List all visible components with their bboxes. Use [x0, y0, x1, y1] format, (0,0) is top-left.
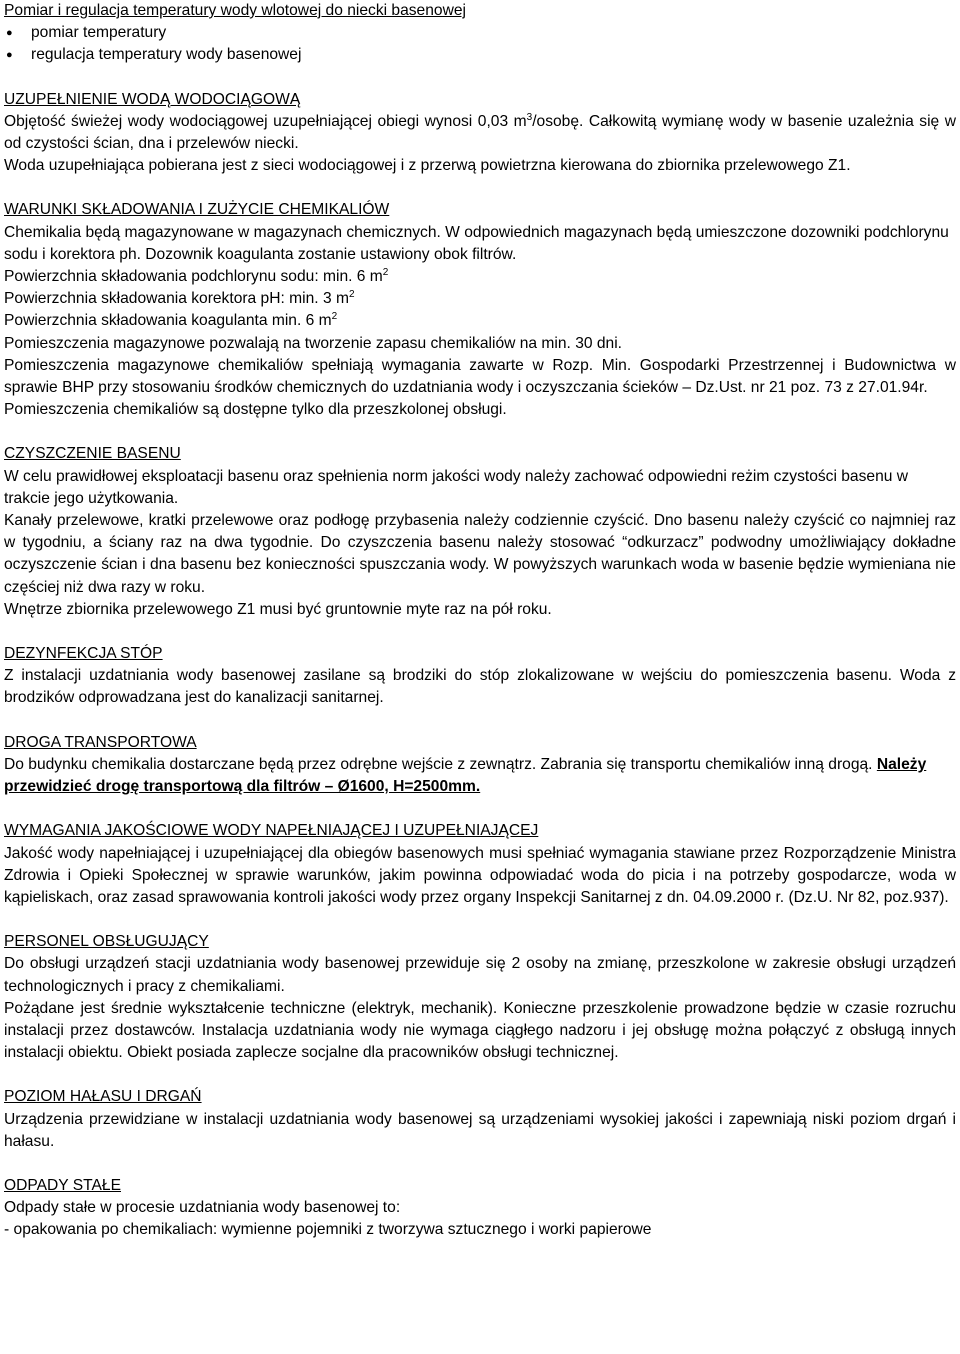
- list-item: ● regulacja temperatury wody basenowej: [4, 44, 956, 66]
- emphasis-note: Należy przewidzieć drogę transportową dla filtrów – Ø1600, H=2500mm.: [4, 755, 927, 796]
- section-staff: [4, 931, 956, 1064]
- paragraph: Do budynku chemikalia dostarczane będą przez odrębne wejście z zewnątrz. Zabrania się transportu chemikaliów inną drogą. Należy przewidzieć drogę transportową dla filtrów – Ø1600, H=2500mm.: [4, 755, 927, 796]
- paragraph: Kanały przelewowe, kratki przelewowe oraz podłogę przybasenia należy codziennie czyścić. Dno basenu należy czyścić co najmniej raz w tygodniu, a ściany raz na dwa tygodnie. Do czyszczenia basenu należy stosować “odkurzacz” podwodny umożliwiający dokładne oczyszczenie ścian i dna basenu bez konieczności spuszczania wody. W powyższych warunkach woda w basenie będzie wymieniana nie częściej niż dwa razy w roku.: [4, 512, 956, 596]
- section-transport: [4, 732, 956, 799]
- paragraph: W celu prawidłowej eksploatacji basenu oraz spełnienia norm jakości wody należy zachować odpowiedni reżim czystości basenu w trakcie jego użytkowania.: [4, 467, 909, 507]
- section-heading: CZYSZCZENIE BASENU: [4, 445, 181, 463]
- section-chemicals: [4, 199, 956, 421]
- paragraph: Wnętrze zbiornika przelewowego Z1 musi być gruntownie myte raz na pół roku.: [4, 600, 552, 618]
- superscript: 2: [331, 311, 338, 323]
- section-heading: WYMAGANIA JAKOŚCIOWE WODY NAPEŁNIAJĄCEJ I UZUPEŁNIAJĄCEJ: [4, 822, 539, 840]
- list-item: ● pomiar temperatury: [4, 22, 956, 44]
- section-disinfection: [4, 643, 956, 710]
- section-heading: ODPADY STAŁE: [4, 1176, 121, 1194]
- section-heading: DROGA TRANSPORTOWA: [4, 733, 197, 751]
- superscript: 3: [526, 111, 533, 123]
- section-noise: [4, 1086, 956, 1153]
- section-heading: DEZYNFEKCJA STÓP: [4, 645, 163, 663]
- section-heading: WARUNKI SKŁADOWANIA I ZUŻYCIE CHEMIKALIÓW: [4, 201, 390, 219]
- section-cleaning: [4, 443, 956, 621]
- paragraph: Pomieszczenia magazynowe pozwalają na tworzenie zapasu chemikaliów na min. 30 dni.: [4, 334, 623, 352]
- paragraph: Pożądane jest średnie wykształcenie techniczne (elektryk, mechanik). Konieczne przeszkolenie prowadzone będzie w czasie rozruchu instalacji przez dostawców. Instalacja uzdatniania wody nie wymaga ciągłego nadzoru i jej obsługę można połączyć z obsługą innych instalacji obiektu. Obiekt posiada zaplecze socjalne dla pracowników obsługi technicznej.: [4, 999, 956, 1062]
- section-waste: [4, 1175, 956, 1242]
- temperature-list: [4, 22, 956, 66]
- section-heading: PERSONEL OBSŁUGUJĄCY: [4, 933, 209, 951]
- section-temperature: [4, 0, 956, 67]
- section-quality: [4, 820, 956, 909]
- paragraph: Woda uzupełniająca pobierana jest z sieci wodociągowej i z przerwą powietrzna kierowana do zbiornika przelewowego Z1.: [4, 157, 851, 175]
- section-heading: POZIOM HAŁASU I DRGAŃ: [4, 1088, 202, 1106]
- paragraph: Odpady stałe w procesie uzdatniania wody basenowej to:: [4, 1199, 401, 1217]
- storage-area-line: Powierzchnia składowania koagulanta min. 6 $m^2$: [4, 311, 338, 330]
- paragraph: Pomieszczenia magazynowe chemikaliów spełniają wymagania zawarte w Rozp. Min. Gospodarki Przestrzennej i Budownictwa w sprawie BHP przy stosowaniu środków chemicznych do uzdatniania wody i oczyszczania ścieków – Dz.Ust. nr 21 poz. 73 z 27.01.94r.: [4, 356, 956, 397]
- paragraph: Jakość wody napełniającej i uzupełniającej dla obiegów basenowych musi spełniać wymagania stawiane przez Rozporządzenie Ministra Zdrowia i Opieki Społecznej w sprawie warunków, jakim powinna odpowiadać woda do picia i na potrzeby gospodarcze, woda w kąpieliskach, oraz zasad sprawowania kontroli jakości wody przez organy Inspekcji Sanitarnej z dn. 04.09.2000 r. (Dz.U. Nr 82, poz.937).: [4, 844, 956, 906]
- paragraph: Urządzenia przewidziane w instalacji uzdatniania wody basenowej są urządzeniami wysokiej jakości i zapewniają niski poziom drgań i hałasu.: [4, 1110, 956, 1150]
- storage-area-line: Powierzchnia składowania korektora pH: min. 3 $m^2$: [4, 289, 355, 308]
- section-heading: UZUPEŁNIENIE WODĄ WODOCIĄGOWĄ: [4, 90, 301, 108]
- paragraph: Pomieszczenia chemikaliów są dostępne tylko dla przeszkolonej obsługi.: [4, 401, 507, 419]
- bullet-icon: ●: [6, 49, 13, 62]
- paragraph: Do obsługi urządzeń stacji uzdatniania wody basenowej przewiduje się 2 osoby na zmianę, przeszkolone w zakresie obsługi urządzeń technologicznych i pracy z chemikaliami.: [4, 955, 956, 995]
- section-heading: Pomiar i regulacja temperatury wody wlotowej do niecki basenowej: [4, 2, 466, 19]
- storage-area-line: Powierzchnia składowania podchlorynu sodu: min. 6 $m^2$: [4, 267, 389, 286]
- superscript: 2: [348, 289, 355, 301]
- section-refill: [4, 89, 956, 178]
- paragraph: - opakowania po chemikaliach: wymienne pojemniki z tworzywa sztucznego i worki papierowe: [4, 1221, 652, 1239]
- paragraph: Z instalacji uzdatniania wody basenowej zasilane są brodziki do stóp zlokalizowane w wejściu do pomieszczenia basenu. Woda z brodzików odprowadzana jest do kanalizacji sanitarnej.: [4, 667, 956, 707]
- paragraph: Chemikalia będą magazynowane w magazynach chemicznych. W odpowiednich magazynach będą umieszczone dozowniki podchlorynu sodu i korektora ph. Dozownik koagulanta zostanie ustawiony obok filtrów.: [4, 223, 949, 263]
- bullet-icon: ●: [6, 27, 13, 40]
- paragraph: Objętość świeżej wody wodociągowej uzupełniającej obiegi wynosi 0,03 $m^3$/osobę. Całkowitą wymianę wody w basenie uzależnia się w od czystości ścian, dna i przelewów niecki.: [4, 111, 957, 153]
- superscript: 2: [382, 267, 389, 279]
